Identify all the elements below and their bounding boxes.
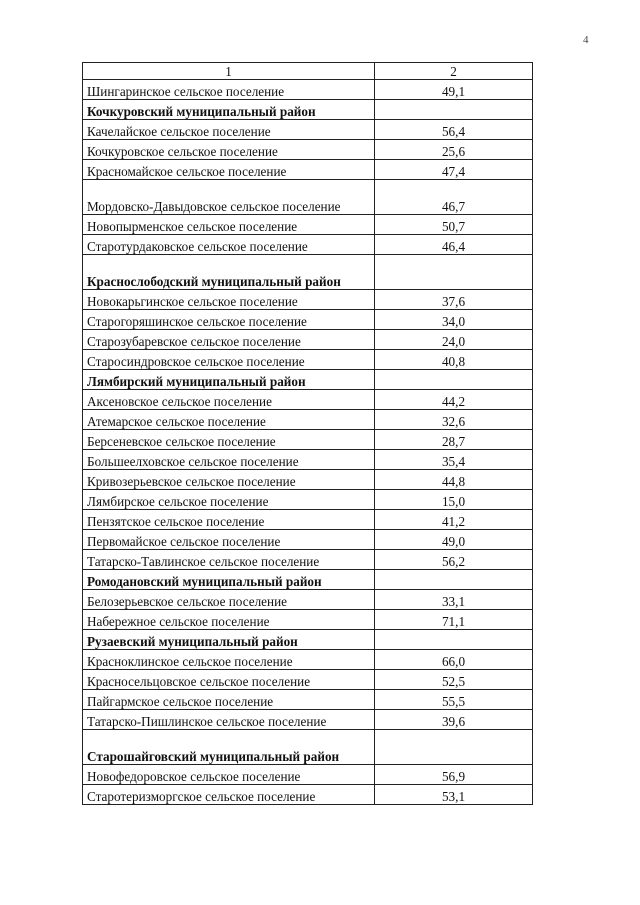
- value-cell: 40,8: [375, 350, 533, 370]
- value-cell: 44,8: [375, 470, 533, 490]
- settlement-name: Качелайское сельское поселение: [83, 120, 375, 140]
- value-cell: 25,6: [375, 140, 533, 160]
- value-cell: 32,6: [375, 410, 533, 430]
- data-table: [82, 62, 533, 805]
- value-cell: 34,0: [375, 310, 533, 330]
- settlement-name: Красносельцовское сельское поселение: [83, 670, 375, 690]
- value-cell: 39,6: [375, 710, 533, 730]
- settlement-name: Кривозерьевское сельское поселение: [83, 470, 375, 490]
- district-name: Кочкуровский муниципальный район: [83, 100, 375, 120]
- settlement-name: Мордовско-Давыдовское сельское поселение: [83, 180, 375, 215]
- column-header-1: 1: [83, 63, 375, 80]
- district-name: Краснослободский муниципальный район: [83, 255, 375, 290]
- settlement-name: Пензятское сельское поселение: [83, 510, 375, 530]
- value-cell: 50,7: [375, 215, 533, 235]
- district-heading-row: [83, 570, 533, 590]
- value-cell: 46,4: [375, 235, 533, 255]
- table-row: [83, 430, 533, 450]
- table-row: [83, 650, 533, 670]
- value-cell: [375, 630, 533, 650]
- table-row: [83, 610, 533, 630]
- table-row: [83, 410, 533, 430]
- settlement-name: Старосиндровское сельское поселение: [83, 350, 375, 370]
- table-row: [83, 490, 533, 510]
- value-cell: 71,1: [375, 610, 533, 630]
- settlement-name: Аксеновское сельское поселение: [83, 390, 375, 410]
- value-cell: 56,4: [375, 120, 533, 140]
- page-number: 4: [583, 34, 589, 46]
- settlement-name: Красноклинское сельское поселение: [83, 650, 375, 670]
- value-cell: [375, 730, 533, 765]
- district-name: Ромодановский муниципальный район: [83, 570, 375, 590]
- value-cell: 41,2: [375, 510, 533, 530]
- district-heading-row: [83, 630, 533, 650]
- table-row: [83, 470, 533, 490]
- value-cell: 66,0: [375, 650, 533, 670]
- table-row: [83, 510, 533, 530]
- value-cell: 35,4: [375, 450, 533, 470]
- table-row: [83, 180, 533, 215]
- table-row: [83, 530, 533, 550]
- value-cell: 28,7: [375, 430, 533, 450]
- table-row: [83, 140, 533, 160]
- settlement-name: Пайгармское сельское поселение: [83, 690, 375, 710]
- table-row: [83, 215, 533, 235]
- value-cell: 47,4: [375, 160, 533, 180]
- district-heading-row: [83, 255, 533, 290]
- value-cell: 15,0: [375, 490, 533, 510]
- table-row: [83, 310, 533, 330]
- settlement-name: Новопырменское сельское поселение: [83, 215, 375, 235]
- settlement-name: Старозубаревское сельское поселение: [83, 330, 375, 350]
- settlement-name: Татарско-Пишлинское сельское поселение: [83, 710, 375, 730]
- settlement-name: Белозерьевское сельское поселение: [83, 590, 375, 610]
- district-heading-row: [83, 370, 533, 390]
- district-name: Старошайговский муниципальный район: [83, 730, 375, 765]
- value-cell: 49,1: [375, 80, 533, 100]
- value-cell: [375, 370, 533, 390]
- table-row: [83, 235, 533, 255]
- table-row: [83, 80, 533, 100]
- settlement-name: Большеелховское сельское поселение: [83, 450, 375, 470]
- table-row: [83, 765, 533, 785]
- district-heading-row: [83, 730, 533, 765]
- value-cell: 46,7: [375, 180, 533, 215]
- settlement-name: Красномайское сельское поселение: [83, 160, 375, 180]
- district-heading-row: [83, 100, 533, 120]
- settlement-name: Берсеневское сельское поселение: [83, 430, 375, 450]
- settlement-name: Атемарское сельское поселение: [83, 410, 375, 430]
- table-row: [83, 710, 533, 730]
- value-cell: 24,0: [375, 330, 533, 350]
- settlement-name: Новофедоровское сельское поселение: [83, 765, 375, 785]
- value-cell: 52,5: [375, 670, 533, 690]
- table-row: [83, 160, 533, 180]
- table-row: [83, 550, 533, 570]
- district-name: Лямбирский муниципальный район: [83, 370, 375, 390]
- settlement-name: Набережное сельское поселение: [83, 610, 375, 630]
- table-row: [83, 350, 533, 370]
- value-cell: 56,2: [375, 550, 533, 570]
- settlement-name: Старотеризморгское сельское поселение: [83, 785, 375, 805]
- value-cell: [375, 255, 533, 290]
- table-row: [83, 590, 533, 610]
- value-cell: [375, 100, 533, 120]
- table-row: [83, 670, 533, 690]
- column-header-2: 2: [375, 63, 533, 80]
- settlement-name: Лямбирское сельское поселение: [83, 490, 375, 510]
- value-cell: 44,2: [375, 390, 533, 410]
- settlement-name: Первомайское сельское поселение: [83, 530, 375, 550]
- value-cell: 53,1: [375, 785, 533, 805]
- table-row: [83, 450, 533, 470]
- settlement-name: Татарско-Тавлинское сельское поселение: [83, 550, 375, 570]
- table-row: [83, 120, 533, 140]
- table-row: [83, 390, 533, 410]
- settlement-name: Старогоряшинское сельское поселение: [83, 310, 375, 330]
- value-cell: 33,1: [375, 590, 533, 610]
- value-cell: 56,9: [375, 765, 533, 785]
- settlement-name: Старотурдаковское сельское поселение: [83, 235, 375, 255]
- value-cell: [375, 570, 533, 590]
- district-name: Рузаевский муниципальный район: [83, 630, 375, 650]
- table-row: [83, 330, 533, 350]
- value-cell: 55,5: [375, 690, 533, 710]
- value-cell: 37,6: [375, 290, 533, 310]
- table-row: [83, 290, 533, 310]
- settlement-name: Кочкуровское сельское поселение: [83, 140, 375, 160]
- settlement-name: Шингаринское сельское поселение: [83, 80, 375, 100]
- table-row: [83, 690, 533, 710]
- value-cell: 49,0: [375, 530, 533, 550]
- table-header-row: [83, 63, 533, 80]
- settlement-name: Новокарьгинское сельское поселение: [83, 290, 375, 310]
- table-row: [83, 785, 533, 805]
